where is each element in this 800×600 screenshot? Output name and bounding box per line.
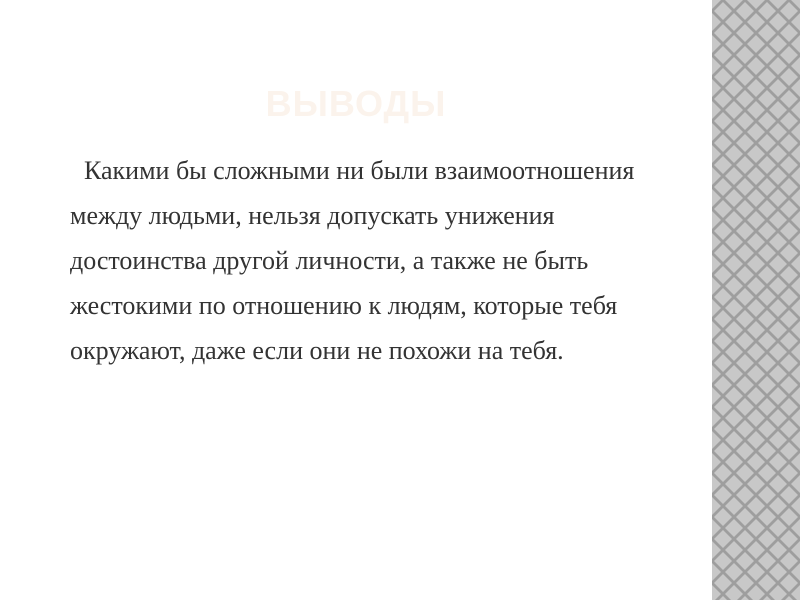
- slide-body-text: Какими бы сложными ни были взаимоотношения между людьми, нельзя допускать унижения достоинства другой личности, а также не быть жестокими по отношению к людям, которые тебя окружают, даже если они не похожи на тебя.: [70, 156, 635, 365]
- decorative-pattern-strip: [712, 0, 800, 600]
- diamond-pattern-graphic: [712, 0, 800, 600]
- slide-title: ВЫВОДЫ: [265, 83, 447, 124]
